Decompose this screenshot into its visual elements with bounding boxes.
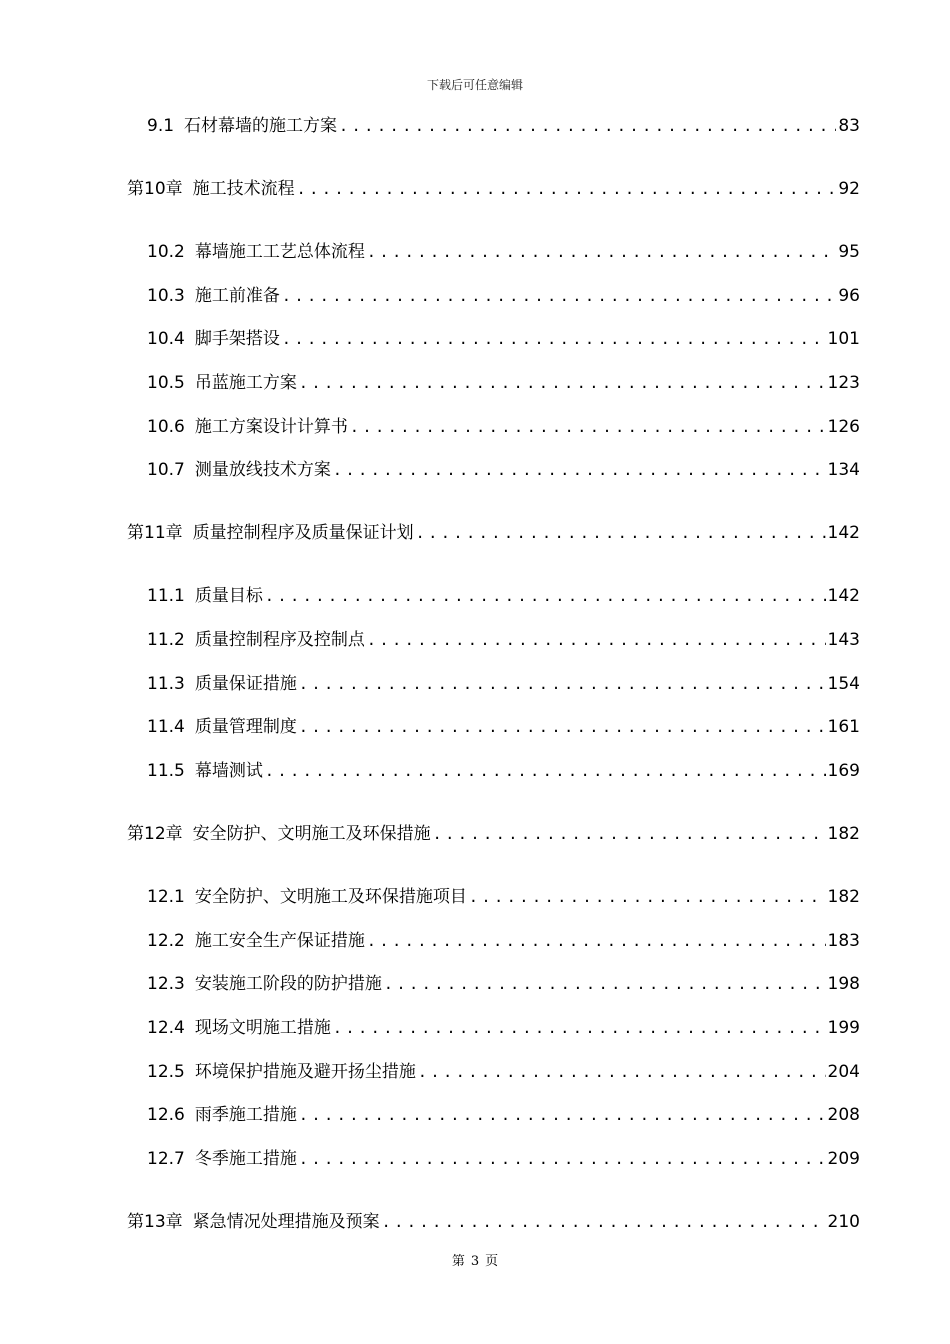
toc-leader-dots [299, 1104, 826, 1126]
toc-entry-section[interactable] [147, 1017, 860, 1039]
toc-title: 环境保护措施及避开扬尘措施 [194, 1062, 416, 1082]
toc-page-number: 143 [827, 630, 860, 650]
toc-page-number: 154 [827, 674, 860, 694]
toc-page-number: 210 [827, 1212, 860, 1232]
toc-leader-dots [297, 178, 837, 200]
toc-number: 10.4 [147, 329, 185, 349]
toc-title: 紧急情况处理措施及预案 [192, 1212, 380, 1232]
toc-entry-section[interactable] [147, 716, 860, 738]
toc-number: 10.5 [147, 373, 185, 393]
toc-number: 10.2 [147, 242, 185, 262]
toc-entry-section[interactable] [147, 930, 860, 952]
toc-entry-section[interactable] [147, 629, 860, 651]
toc-leader-dots [299, 716, 826, 738]
toc-entry-section[interactable] [147, 241, 860, 263]
toc-entry-section[interactable] [147, 372, 860, 394]
toc-title: 石材幕墙的施工方案 [184, 116, 338, 136]
toc-title: 质量控制程序及控制点 [194, 630, 365, 650]
toc-title: 安装施工阶段的防护措施 [194, 974, 382, 994]
toc-page-number: 169 [827, 761, 860, 781]
toc-leader-dots [282, 285, 837, 307]
toc-page-number: 92 [838, 179, 860, 199]
toc-page-number: 199 [827, 1018, 860, 1038]
toc-title: 质量目标 [194, 586, 263, 606]
toc-number: 12.4 [147, 1018, 185, 1038]
toc-entry-section[interactable] [147, 115, 860, 137]
toc-entry-chapter[interactable] [127, 178, 860, 200]
toc-page-number: 208 [827, 1105, 860, 1125]
toc-number: 12.3 [147, 974, 185, 994]
toc-page-number: 123 [827, 373, 860, 393]
toc-page-number: 209 [827, 1149, 860, 1169]
toc-leader-dots [367, 629, 826, 651]
toc-leader-dots [299, 1148, 826, 1170]
toc-leader-dots [384, 973, 826, 995]
toc-page-number: 126 [827, 417, 860, 437]
toc-entry-section[interactable] [147, 886, 860, 908]
toc-page-number: 101 [827, 329, 860, 349]
toc-title: 幕墙施工工艺总体流程 [194, 242, 365, 262]
toc-page-number: 142 [827, 586, 860, 606]
toc-entry-section[interactable] [147, 585, 860, 607]
toc-number: 12.1 [147, 887, 185, 907]
toc-number: 9.1 [147, 116, 175, 136]
toc-title: 吊蓝施工方案 [194, 373, 297, 393]
toc-leader-dots [282, 328, 826, 350]
toc-title: 质量管理制度 [194, 717, 297, 737]
toc-title: 施工方案设计计算书 [194, 417, 348, 437]
toc-number: 12.7 [147, 1149, 185, 1169]
toc-number: 第12章 [127, 824, 183, 844]
toc-leader-dots [367, 930, 826, 952]
toc-page-number: 134 [827, 460, 860, 480]
toc-number: 12.2 [147, 931, 185, 951]
toc-entry-chapter[interactable] [127, 522, 860, 544]
toc-leader-dots [333, 1017, 826, 1039]
toc-entry-section[interactable] [147, 459, 860, 481]
toc-title: 质量控制程序及质量保证计划 [192, 523, 414, 543]
footer-page-number: 3 [470, 1254, 480, 1269]
toc-title: 施工安全生产保证措施 [194, 931, 365, 951]
toc-leader-dots [382, 1211, 826, 1233]
toc-number: 12.5 [147, 1062, 185, 1082]
toc-title: 现场文明施工措施 [194, 1018, 331, 1038]
toc-entry-section[interactable] [147, 673, 860, 695]
toc-number: 11.4 [147, 717, 185, 737]
toc-entry-chapter[interactable] [127, 1211, 860, 1233]
footer-prefix: 第 [451, 1254, 465, 1269]
toc-number: 第11章 [127, 523, 183, 543]
toc-leader-dots [350, 416, 826, 438]
toc-leader-dots [333, 459, 826, 481]
toc-leader-dots [265, 585, 826, 607]
toc-title: 脚手架搭设 [194, 329, 280, 349]
footer-suffix: 页 [485, 1254, 499, 1269]
toc-title: 冬季施工措施 [194, 1149, 297, 1169]
page-footer [0, 1250, 950, 1269]
toc-page-number: 183 [827, 931, 860, 951]
toc-number: 第13章 [127, 1212, 183, 1232]
toc-page-number: 95 [838, 242, 860, 262]
toc-entry-section[interactable] [147, 285, 860, 307]
toc-leader-dots [299, 372, 826, 394]
toc-entry-chapter[interactable] [127, 823, 860, 845]
toc-entry-section[interactable] [147, 760, 860, 782]
toc-leader-dots [418, 1061, 826, 1083]
toc-entry-section[interactable] [147, 1104, 860, 1126]
toc-entry-section[interactable] [147, 416, 860, 438]
toc-page-number: 204 [827, 1062, 860, 1082]
toc-leader-dots [469, 886, 826, 908]
toc-page-number: 161 [827, 717, 860, 737]
toc-title: 质量保证措施 [194, 674, 297, 694]
toc-entry-section[interactable] [147, 1148, 860, 1170]
toc-title: 雨季施工措施 [194, 1105, 297, 1125]
toc-leader-dots [265, 760, 826, 782]
toc-number: 10.6 [147, 417, 185, 437]
toc-title: 安全防护、文明施工及环保措施项目 [194, 887, 467, 907]
toc-number: 10.3 [147, 286, 185, 306]
toc-number: 11.1 [147, 586, 185, 606]
toc-title: 施工前准备 [194, 286, 280, 306]
toc-entry-section[interactable] [147, 1061, 860, 1083]
toc-leader-dots [433, 823, 826, 845]
toc-number: 12.6 [147, 1105, 185, 1125]
toc-page-number: 198 [827, 974, 860, 994]
page-header: 下载后可任意编辑 [426, 78, 523, 92]
toc-number: 11.5 [147, 761, 185, 781]
toc-page-number: 142 [827, 523, 860, 543]
toc-entry-section[interactable] [147, 328, 860, 350]
toc-title: 安全防护、文明施工及环保措施 [192, 824, 431, 844]
toc-leader-dots [339, 115, 836, 137]
toc-title: 测量放线技术方案 [194, 460, 331, 480]
toc-page-number: 182 [827, 824, 860, 844]
toc-page-number: 83 [838, 116, 860, 136]
toc-leader-dots [416, 522, 826, 544]
toc-leader-dots [299, 673, 826, 695]
toc-title: 施工技术流程 [192, 179, 295, 199]
toc-number: 11.3 [147, 674, 185, 694]
toc-leader-dots [367, 241, 837, 263]
toc-number: 10.7 [147, 460, 185, 480]
toc-page-number: 96 [838, 286, 860, 306]
toc-number: 第10章 [127, 179, 183, 199]
toc-page-number: 182 [827, 887, 860, 907]
toc-number: 11.2 [147, 630, 185, 650]
toc-title: 幕墙测试 [194, 761, 263, 781]
toc-entry-section[interactable] [147, 973, 860, 995]
